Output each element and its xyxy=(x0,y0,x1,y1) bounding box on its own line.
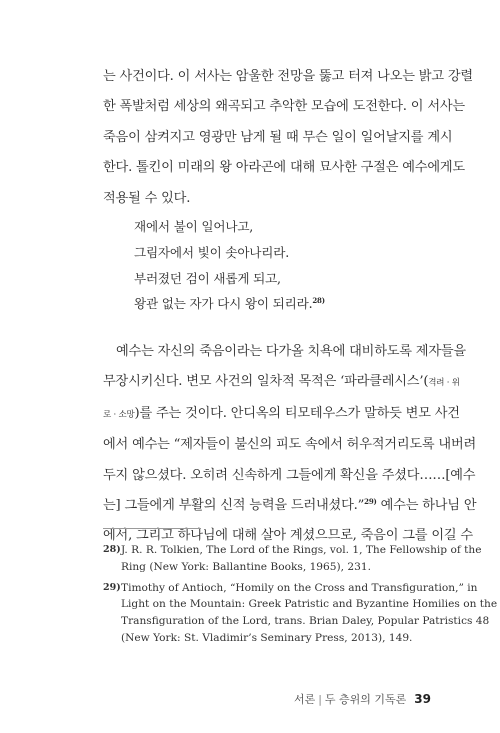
paragraph-2-line xyxy=(103,367,460,398)
running-footer xyxy=(294,691,431,707)
footnote-ref-28[interactable]: 28) xyxy=(312,296,325,306)
paragraph-2-line: 에서 예수는 “제자들이 불신의 피도 속에서 허우적거리도록 내버려 xyxy=(103,437,477,453)
footnote-ref-29[interactable]: 29) xyxy=(364,497,377,507)
quote-line xyxy=(134,291,325,317)
block-quote xyxy=(134,214,325,317)
paragraph-2 xyxy=(103,337,477,552)
footnote-line: Light on the Mountain: Greek Patristic and Byzantine Homilies on the xyxy=(121,598,498,611)
paragraph-2-text: )를 주는 것이다. 안디옥의 티모테우스가 말하듯 변모 사건 xyxy=(134,405,460,421)
quote-line: 그림자에서 빛이 솟아나리라. xyxy=(134,244,289,260)
page-number: 39 xyxy=(414,692,431,706)
footnote-number: 29) xyxy=(103,581,121,593)
paragraph-1 xyxy=(103,62,473,214)
paragraph-2-line xyxy=(103,491,477,521)
gloss-text: 격려 · 위 xyxy=(428,378,460,389)
paragraph-2-line: 두지 않으셨다. 오히려 신속하게 그들에게 확신을 주셨다……[예수 xyxy=(103,467,476,483)
footnote-28 xyxy=(103,542,482,576)
gloss-text: 로 · 소망 xyxy=(103,409,135,420)
quote-line: 부러졌던 검이 새롭게 되고, xyxy=(134,270,281,286)
footnote-line: (New York: St. Vladimir’s Seminary Press, 2013), 149. xyxy=(121,631,413,644)
paragraph-1-line: 죽음이 삼켜지고 영광만 남게 될 때 무슨 일이 일어날지를 계시 xyxy=(103,129,453,145)
footnote-line: Ring (New York: Ballantine Books, 1965), 231. xyxy=(121,560,371,573)
paragraph-2-line xyxy=(103,399,460,430)
paragraph-1-line: 적용될 수 있다. xyxy=(103,190,191,206)
footnote-divider xyxy=(103,528,201,529)
paragraph-2-line: 에서, 그리고 하나님에 대해 살아 계셨으므로, 죽음이 그를 이길 수 xyxy=(103,528,473,544)
paragraph-2-text: 는] 그들에게 부활의 신적 능력을 드러내셨다.” xyxy=(103,498,365,514)
quote-line: 재에서 불이 일어나고, xyxy=(134,219,254,234)
quote-line-text: 왕관 없는 자가 다시 왕이 되리라. xyxy=(134,296,313,312)
footnotes xyxy=(103,542,498,651)
paragraph-1-line: 는 사건이다. 이 서사는 암울한 전망을 뚫고 터져 나오는 밝고 강렬 xyxy=(103,69,473,84)
paragraph-2-text: 예수는 자신의 죽음이라는 다가올 치욕에 대비하도록 제자들을 xyxy=(116,344,466,359)
footnote-29 xyxy=(103,580,498,647)
footnote-line: J. R. R. Tolkien, The Lord of the Rings, vol. 1, The Fellowship of the xyxy=(121,544,482,556)
paragraph-2-line xyxy=(103,337,466,367)
paragraph-1-line: 한다. 톨킨이 미래의 왕 아라곤에 대해 묘사한 구절은 예수에게도 xyxy=(103,160,465,176)
paragraph-1-line: 한 폭발처럼 세상의 왜곡되고 추악한 모습에 도전한다. 이 서사는 xyxy=(103,99,465,115)
footer-separator: | xyxy=(318,693,322,706)
footer-section: 서론 xyxy=(293,693,316,706)
footnote-line: Timothy of Antioch, “Homily on the Cross and Transfiguration,” in xyxy=(121,581,478,594)
paragraph-2-text: 예수는 하나님 안 xyxy=(376,498,477,514)
footer-chapter: 두 층위의 기독론 xyxy=(324,693,407,706)
footnote-number: 28) xyxy=(103,544,121,555)
footnote-line: Transfiguration of the Lord, trans. Brian Daley, Popular Patristics 48 xyxy=(121,615,490,628)
paragraph-2-text: 무장시키신다. 변모 사건의 일차적 목적은 ‘파라클레시스’( xyxy=(103,374,429,390)
